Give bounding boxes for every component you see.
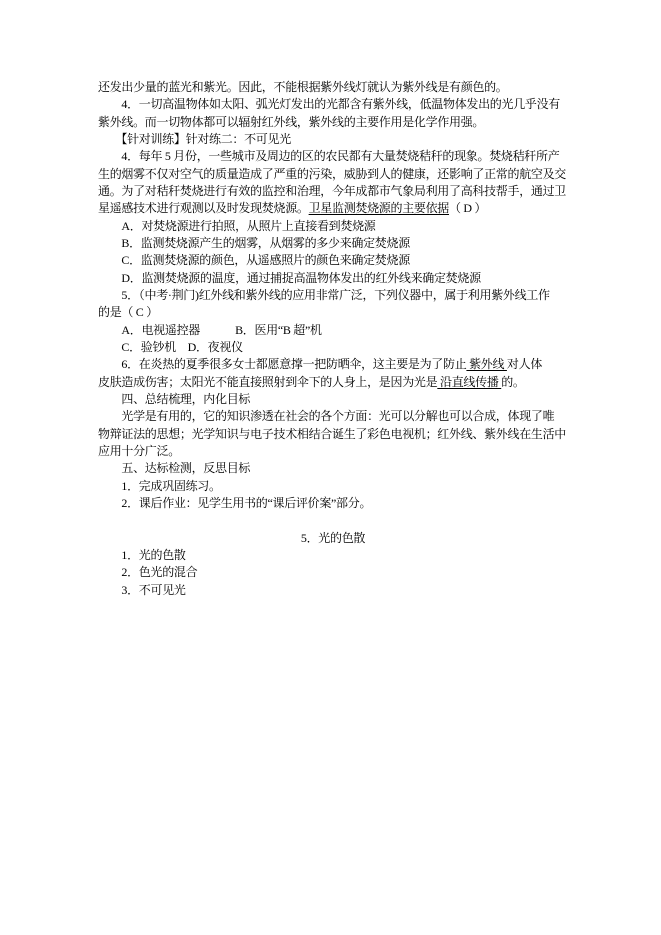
option-a-line (98, 218, 568, 235)
question-5-line (98, 287, 568, 304)
text-segment: 对人体 (506, 357, 543, 372)
text-segment: 5．光的色散 (300, 530, 366, 545)
text-segment: C．验钞机 D．夜视仪 (98, 339, 243, 354)
question-4-line (98, 183, 568, 200)
paragraph-line (98, 79, 568, 96)
summary-line (98, 426, 568, 443)
paragraph-line (98, 114, 568, 131)
text-segment: 生的烟雾不仅对空气的质量造成了严重的污染，威胁到人的健康，还影响了正常的航空及交 (98, 166, 567, 181)
option-d-line (98, 270, 568, 287)
summary-line (98, 408, 568, 425)
text-segment: 紫外线。而一切物体都可以辐射红外线，紫外线的主要作用是化学作用强。 (98, 114, 485, 129)
text-segment: 通。为了对秸秆焚烧进行有效的监控和治理，今年成都市气象局利用了高科技帮手，通过卫 (98, 183, 567, 198)
text-segment: 5．（中考·荆门)红外线和紫外线的应用非常广泛，下列仪器中，属于利用紫外线工作 (98, 287, 550, 302)
text-segment: 四、总结梳理，内化目标 (98, 391, 251, 406)
text-segment: 2．课后作业：见学生用书的“课后评价案”部分。 (98, 495, 372, 510)
text-segment: C．监测焚烧源的颜色，从遥感照片的颜色来确定焚烧源 (98, 253, 410, 268)
text-segment: 光学是有用的，它的知识渗透在社会的各个方面：光可以分解也可以合成，体现了唯 (98, 409, 555, 424)
text-segment: （ D ） (449, 201, 487, 216)
summary-line (98, 443, 568, 460)
question-5-line (98, 304, 568, 321)
text-segment: 还发出少量的蓝光和紫光。因此，不能根据紫外线灯就认为紫外线是有颜色的。 (98, 80, 508, 94)
text-segment: 2．色光的混合 (98, 565, 198, 580)
text-segment: 星遥感技术进行观测以及时发现焚烧源。 (98, 201, 309, 216)
text-segment: A．电视遥控器 B．医用“B 超”机 (98, 322, 322, 337)
text-segment: A．对焚烧源进行拍照，从照片上直接看到焚烧源 (98, 218, 376, 233)
option-b-line (98, 235, 568, 252)
question-6-line (98, 356, 568, 373)
section-4-heading-line (98, 391, 568, 408)
text-segment: B．监测焚烧源产生的烟雾，从烟雾的多少来确定焚烧源 (98, 235, 410, 250)
question-4-line (98, 200, 568, 217)
text-segment: 1．光的色散 (98, 547, 186, 562)
question-6-line (98, 374, 568, 391)
text-segment: D．监测焚烧源的温度，通过捕捉高温物体发出的红外线来确定焚烧源 (98, 270, 481, 285)
underlined-answer-text: 沿直线传播 (437, 374, 502, 389)
option-cd-line (98, 339, 568, 356)
board-item-line (98, 547, 568, 564)
text-segment: 4．一切高温物体如太阳、弧光灯发出的光都含有紫外线，低温物体发出的光几乎没有 (98, 97, 561, 112)
board-item-line (98, 564, 568, 581)
board-item-line (98, 582, 568, 599)
text-segment: 皮肤造成伤害；太阳光不能直接照射到伞下的人身上，是因为光是 (98, 374, 438, 389)
section-5-heading-line (98, 460, 568, 477)
underlined-answer-text: 紫外线 (466, 357, 507, 372)
text-segment: 6．在炎热的夏季很多女士都愿意撑一把防晒伞，这主要是为了防止 (98, 357, 467, 372)
text-segment: 【针对训练】针对练二：不可见光 (98, 131, 291, 146)
option-ab-line (98, 322, 568, 339)
board-title-line (98, 530, 568, 547)
text-segment: 的。 (501, 374, 525, 389)
blank-line (98, 512, 568, 529)
text-segment: 物辩证法的思想；光学知识与电子技术相结合诞生了彩色电视机；红外线、紫外线在生活中 (98, 426, 567, 441)
underlined-answer-text: 卫星监测焚烧源的主要依据 (308, 201, 450, 216)
text-segment: 4．每年 5 月份，一些城市及周边的区的农民都有大量焚烧秸秆的现象。焚烧秸秆所产 (98, 149, 560, 164)
paragraph-line (98, 96, 568, 113)
text-segment: 1．完成巩固练习。 (98, 478, 221, 493)
option-c-line (98, 252, 568, 269)
task-2-line (98, 495, 568, 512)
training-heading-line (98, 131, 568, 148)
question-4-line (98, 148, 568, 165)
text-segment: 应用十分广泛。 (98, 443, 180, 458)
task-1-line (98, 478, 568, 495)
document-text-block (98, 79, 568, 599)
question-4-line (98, 166, 568, 183)
text-segment: 的是（ C ） (98, 305, 158, 320)
text-segment: 3．不可见光 (98, 582, 186, 597)
text-segment: 五、达标检测，反思目标 (98, 461, 251, 476)
